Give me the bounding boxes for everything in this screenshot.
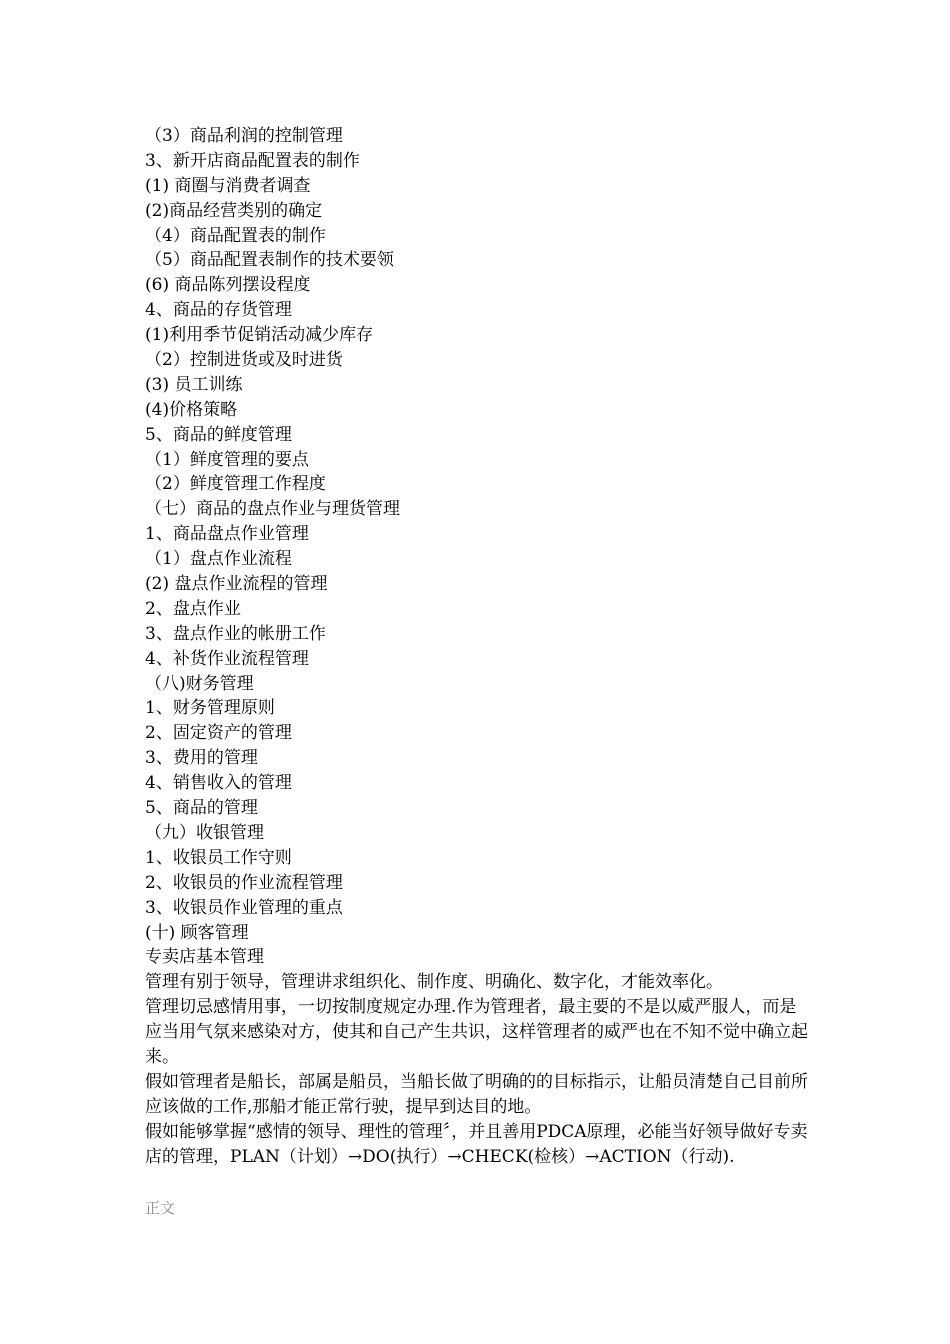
outline-line: 4、商品的存货管理 — [145, 300, 292, 321]
body-paragraph: 管理切忌感情用事，一切按制度规定办理.作为管理者，最主要的不是以威严服人，而是应当用气氛来感染对方，使其和自己产生共识，这样管理者的威严也在不知不觉中确立起来。 — [145, 997, 808, 1067]
outline-line: （八)财务管理 — [145, 673, 254, 694]
outline-line: （2）控制进货或及时进货 — [145, 350, 343, 371]
outline-line: 3、新开店商品配置表的制作 — [145, 150, 360, 171]
outline-line: （4）商品配置表的制作 — [145, 225, 326, 246]
outline-line: （1）盘点作业流程 — [145, 549, 292, 570]
outline-line: 3、收银员作业管理的重点 — [145, 897, 343, 918]
outline-line: （七）商品的盘点作业与理货管理 — [145, 499, 400, 520]
outline-line: (1) 商圈与消费者调查 — [145, 175, 311, 196]
outline-line: 3、盘点作业的帐册工作 — [145, 623, 326, 644]
footer-label: 正文 — [145, 1199, 176, 1217]
outline-line: 1、收银员工作守则 — [145, 847, 292, 868]
outline-line: 4、销售收入的管理 — [145, 773, 292, 794]
outline-line: (4)价格策略 — [145, 399, 238, 420]
outline-line: （1）鲜度管理的要点 — [145, 449, 309, 470]
outline-line: （3）商品利润的控制管理 — [145, 126, 343, 146]
outline-line: （5）商品配置表制作的技术要领 — [145, 250, 394, 271]
body-paragraph: 管理有别于领导，管理讲求组织化、制作度、明确化、数字化，才能效率化。 — [145, 972, 723, 993]
outline-line: 2、固定资产的管理 — [145, 723, 292, 744]
outline-line: (6) 商品陈列摆设程度 — [145, 275, 311, 296]
outline-line: (1)利用季节促销活动减少库存 — [145, 325, 374, 346]
outline-line: (2) 盘点作业流程的管理 — [145, 574, 328, 595]
body-paragraph: 假如管理者是船长，部属是船员，当船长做了明确的的目标指示，让船员清楚自己目前所应该做的工作,那船才能正常行驶，提早到达目的地。 — [145, 1071, 808, 1117]
outline-line: 5、商品的管理 — [145, 798, 258, 819]
outline-line: (十) 顾客管理 — [145, 922, 249, 943]
outline-line: 专卖店基本管理 — [145, 947, 264, 968]
outline-line: 2、收银员的作业流程管理 — [145, 872, 343, 893]
outline-line: 1、商品盘点作业管理 — [145, 524, 309, 545]
body-paragraph: 假如能够掌握“感情的领导、理性的管理〞，并且善用PDCA原理，必能当好领导做好专卖店的管理，PLAN（计划）→DO(执行）→CHECK(检核）→ACTION（行动). — [145, 1121, 808, 1167]
outline-line: (2)商品经营类别的确定 — [145, 200, 323, 221]
outline-line: 3、费用的管理 — [145, 748, 258, 769]
outline-line: 1、财务管理原则 — [145, 698, 275, 719]
outline-line: 4、补货作业流程管理 — [145, 648, 309, 669]
outline-line: （九）收银管理 — [145, 822, 264, 843]
outline-line: 2、盘点作业 — [145, 598, 241, 619]
outline-line: 5、商品的鲜度管理 — [145, 424, 292, 445]
outline-line: (3) 员工训练 — [145, 374, 243, 395]
outline-line: （2）鲜度管理工作程度 — [145, 474, 326, 495]
document-body — [145, 124, 810, 1170]
